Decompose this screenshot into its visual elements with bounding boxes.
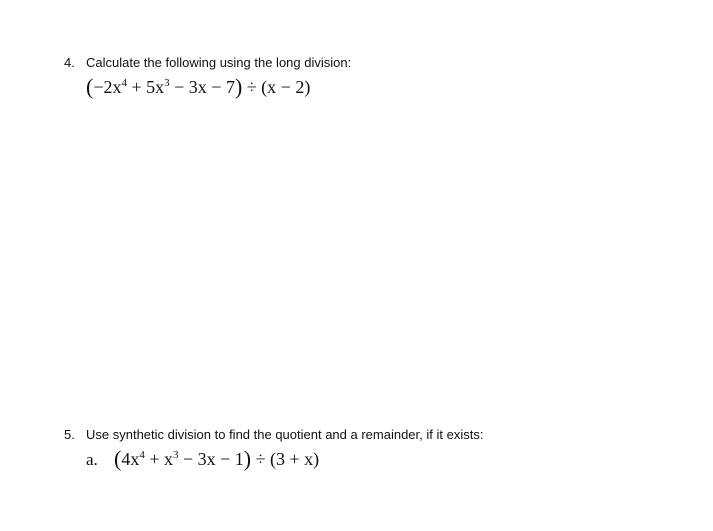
question-4-expression — [86, 75, 310, 98]
divide-sign: ÷ — [242, 77, 262, 97]
divisor: (3 + x) — [270, 449, 320, 469]
question-5a-expression — [86, 447, 319, 471]
question-number: 5. — [64, 427, 75, 442]
open-paren: ( — [114, 446, 122, 471]
term-2: + 5x — [126, 77, 165, 97]
term-2: + x — [144, 449, 173, 469]
term-3: − 3x − 7 — [169, 77, 235, 97]
term-3: − 3x − 1 — [178, 449, 244, 469]
sub-question-label: a. — [86, 450, 98, 469]
question-number: 4. — [64, 55, 75, 70]
question-text: Calculate the following using the long division: — [86, 55, 352, 70]
exponent-2: 3 — [164, 77, 170, 89]
open-paren: ( — [86, 74, 94, 99]
divisor: (x − 2) — [261, 77, 311, 97]
term-1: 4x — [121, 449, 140, 469]
close-paren: ) — [243, 446, 252, 471]
exponent-1: 4 — [139, 449, 145, 461]
question-text: Use synthetic division to find the quotient and a remainder, if it exists: — [86, 427, 484, 442]
exponent-2: 3 — [172, 449, 179, 461]
close-paren: ) — [234, 74, 243, 99]
question-4-prompt — [64, 55, 351, 71]
question-5-prompt — [64, 427, 483, 443]
divide-sign: ÷ — [251, 449, 271, 469]
exponent-1: 4 — [121, 77, 127, 89]
term-1: −2x — [93, 77, 122, 97]
